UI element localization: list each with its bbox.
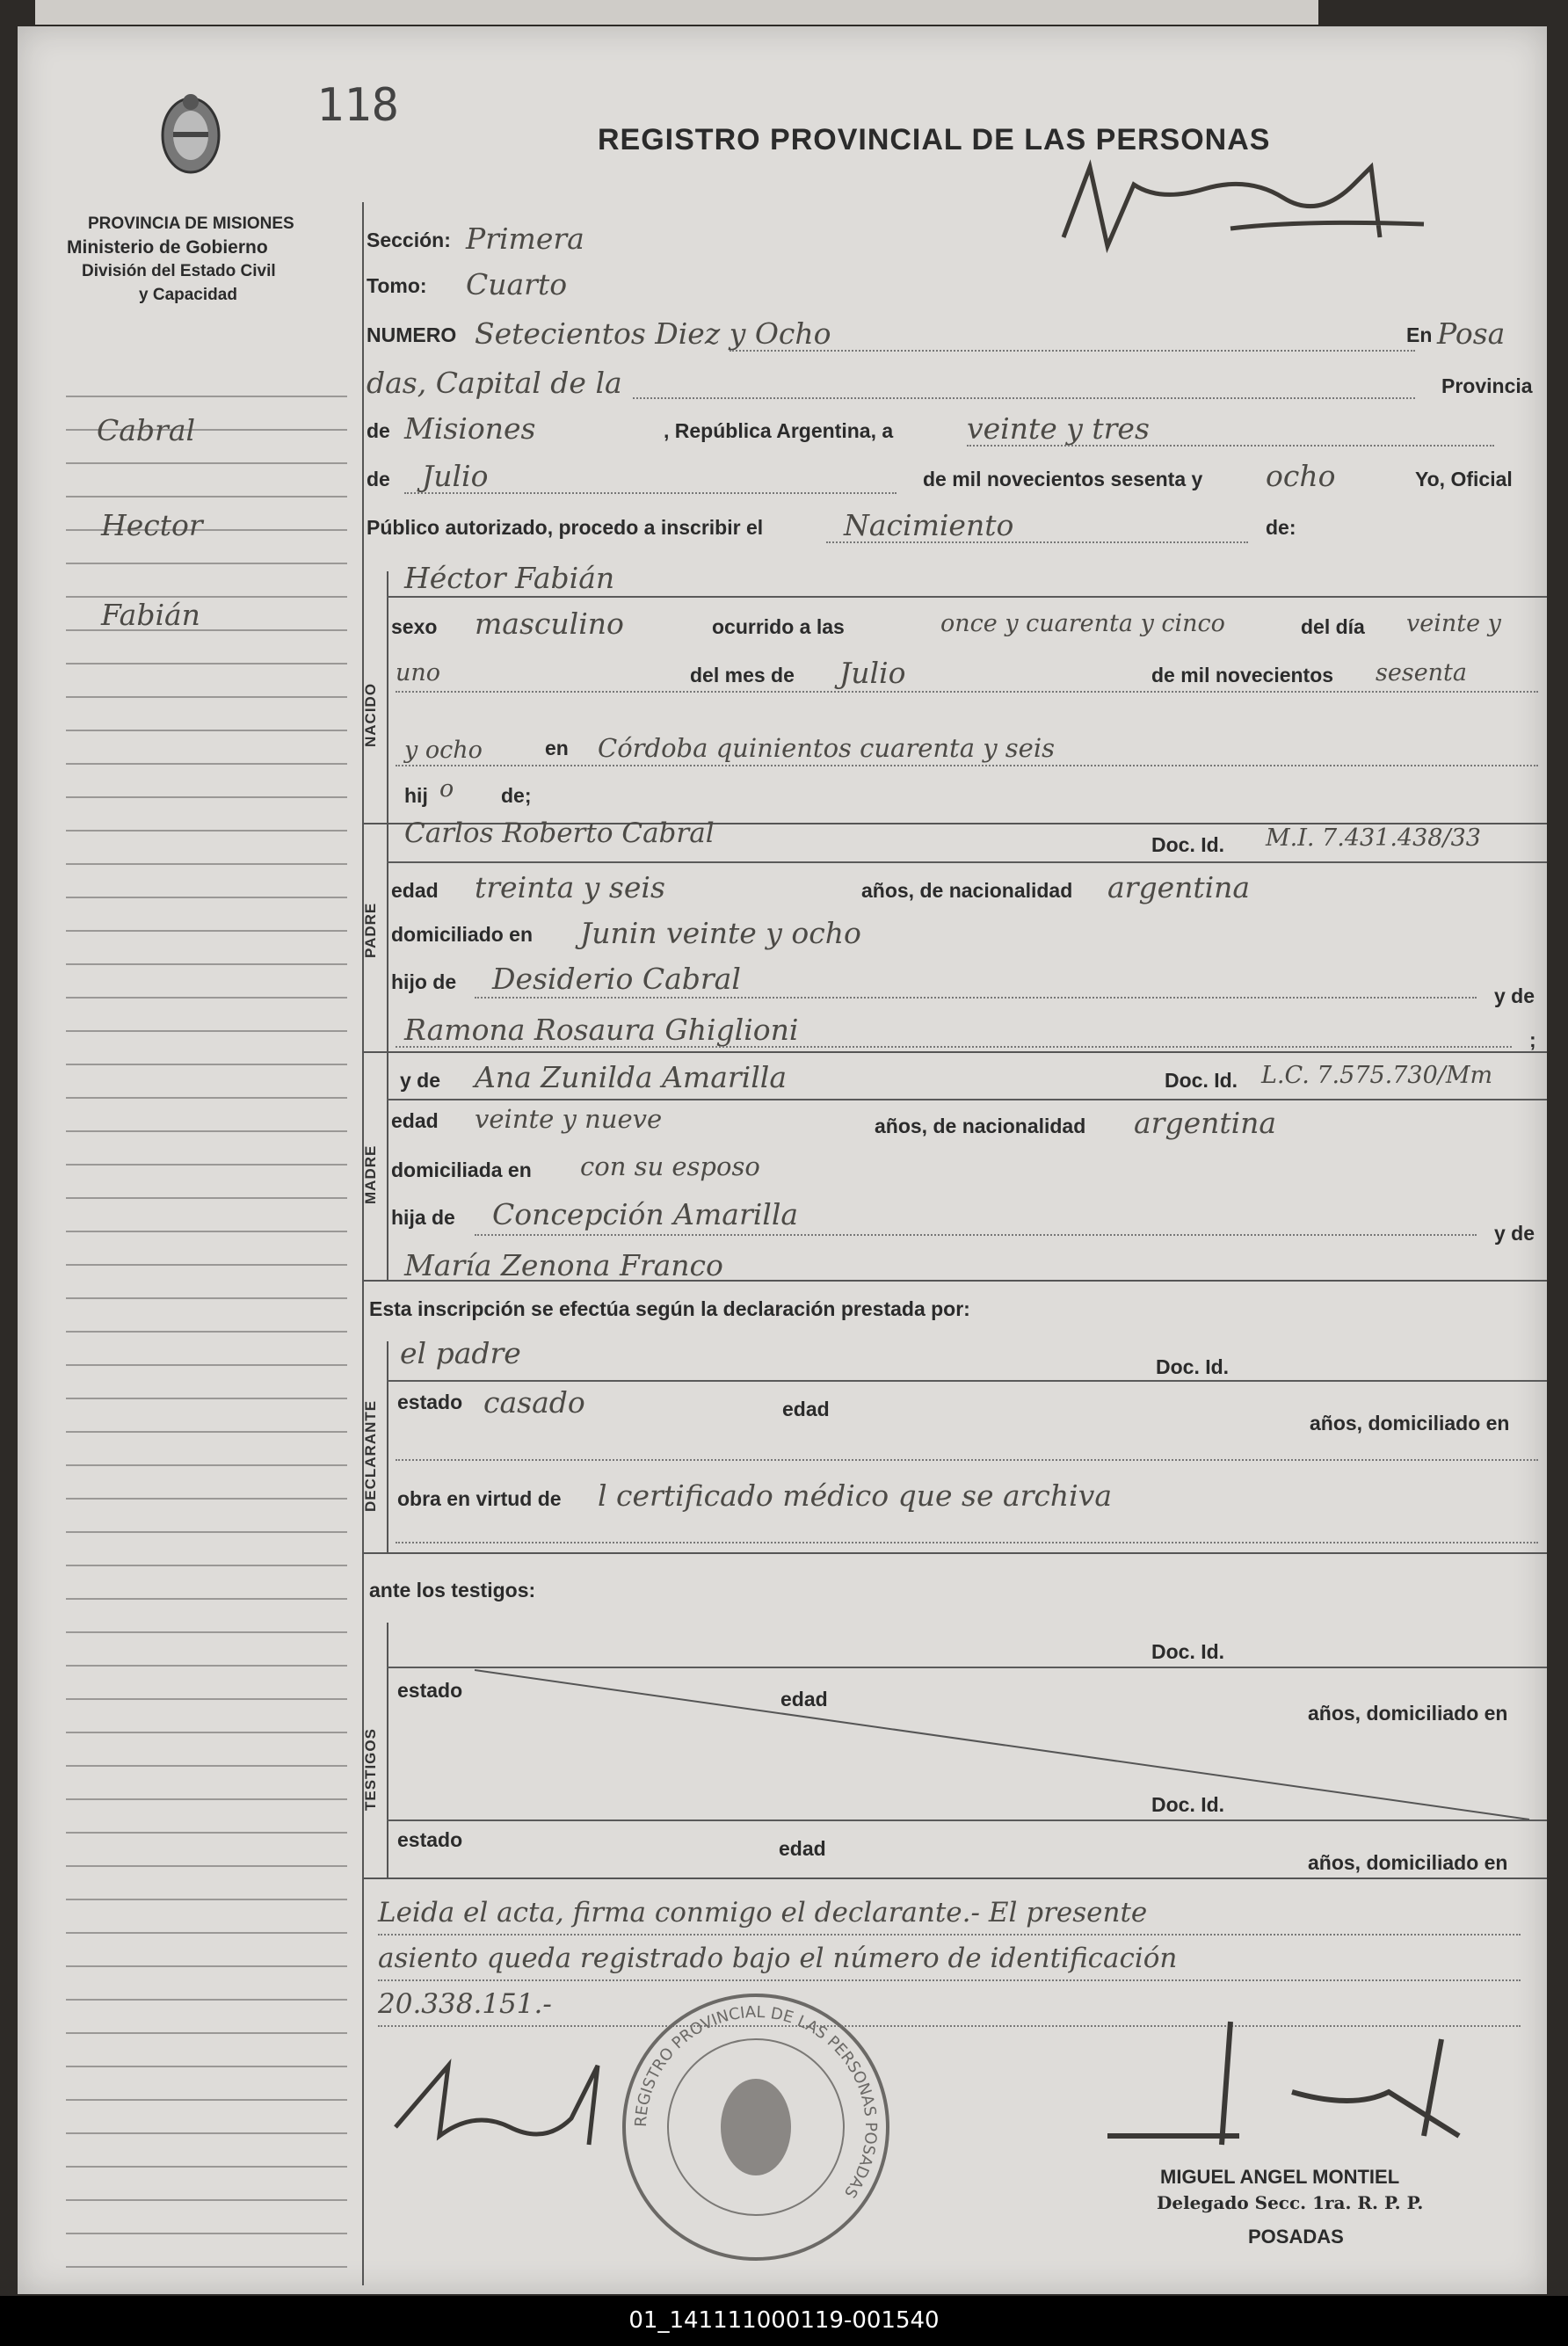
margin-rule-line bbox=[66, 563, 347, 564]
value-madre-dom: con su esposo bbox=[580, 1151, 760, 1181]
value-madre-edad: veinte y nueve bbox=[475, 1104, 663, 1134]
label-del-mes: del mes de bbox=[690, 664, 795, 686]
label-ocurrido: ocurrido a las bbox=[712, 615, 845, 638]
value-declarante: el padre bbox=[400, 1336, 521, 1370]
margin-rule-line bbox=[66, 2066, 347, 2067]
label-madre-y-de2: y de bbox=[1494, 1222, 1535, 1245]
side-label-testigos: TESTIGOS bbox=[362, 1728, 379, 1811]
declarant-signature bbox=[387, 2048, 668, 2154]
label-de-colon: de: bbox=[1266, 516, 1296, 539]
value-hijo-sufijo: o bbox=[439, 775, 454, 803]
value-padre-hijo-de: Desiderio Cabral bbox=[492, 962, 741, 996]
margin-rule-line bbox=[66, 897, 347, 898]
value-fecha-dia: veinte y tres bbox=[967, 411, 1150, 446]
margin-rule-line bbox=[66, 1197, 347, 1199]
label-sexo: sexo bbox=[391, 615, 438, 638]
agency-line2: Ministerio de Gobierno bbox=[67, 237, 268, 258]
label-de-mil: de mil novecientos sesenta y bbox=[923, 468, 1203, 490]
label-padre-dom: domiciliado en bbox=[391, 923, 534, 946]
closing-line2: asiento queda registrado bajo el número de identificación bbox=[378, 1943, 1178, 1974]
label-padre-doc: Doc. Id. bbox=[1151, 833, 1225, 856]
label-de-mil2: de mil novecientos bbox=[1151, 664, 1334, 686]
margin-rule-line bbox=[66, 997, 347, 999]
margin-rule-line bbox=[66, 1364, 347, 1366]
label-republica: , República Argentina, a bbox=[664, 419, 894, 442]
margin-rule-line bbox=[66, 1565, 347, 1566]
document-title: REGISTRO PROVINCIAL DE LAS PERSONAS bbox=[598, 123, 1271, 156]
value-padre-y-de: Ramona Rosaura Ghiglioni bbox=[404, 1013, 799, 1047]
label-tomo: Tomo: bbox=[367, 274, 427, 297]
side-label-padre: PADRE bbox=[362, 902, 379, 958]
label-padre-edad: edad bbox=[391, 879, 439, 902]
value-en: Posa bbox=[1437, 316, 1506, 351]
margin-rule-line bbox=[66, 1498, 347, 1500]
footer-id: 01_141111000119-001540 bbox=[0, 2296, 1568, 2346]
label-test1-doc: Doc. Id. bbox=[1151, 1640, 1225, 1663]
label-yo-oficial: Yo, Oficial bbox=[1415, 468, 1513, 490]
value-seccion: Primera bbox=[466, 222, 584, 256]
official-role: Delegado Secc. 1ra. R. P. P. bbox=[1157, 2192, 1424, 2213]
value-padre-edad: treinta y seis bbox=[475, 870, 665, 904]
declarant-signature-text: Flah bbox=[404, 2101, 407, 2102]
closing-line1: Leida el acta, firma conmigo el declarante.- El presente bbox=[378, 1897, 1148, 1928]
margin-rule-line bbox=[66, 763, 347, 765]
margin-rule-line bbox=[66, 1965, 347, 1967]
agency-line1: PROVINCIA DE MISIONES bbox=[88, 214, 294, 233]
official-signature-top bbox=[1055, 149, 1441, 255]
label-semicolon: ; bbox=[1529, 1028, 1536, 1051]
value-decl-estado: casado bbox=[483, 1385, 585, 1420]
value-hora: once y cuarenta y cinco bbox=[940, 610, 1225, 637]
margin-rule-line bbox=[66, 1331, 347, 1333]
value-numero: Setecientos Diez y Ocho bbox=[475, 316, 831, 351]
margin-rule-line bbox=[66, 1464, 347, 1466]
margin-first-name: Hector bbox=[101, 508, 203, 542]
seal-text: REGISTRO PROVINCIAL DE LAS PERSONAS POSADAS bbox=[631, 2002, 881, 2202]
official-name: MIGUEL ANGEL MONTIEL bbox=[1160, 2166, 1400, 2188]
label-test2-edad: edad bbox=[779, 1837, 826, 1860]
value-city: das, Capital de la bbox=[367, 366, 622, 400]
margin-rule-line bbox=[66, 1531, 347, 1533]
margin-rule-line bbox=[66, 863, 347, 865]
label-madre-doc: Doc. Id. bbox=[1165, 1069, 1238, 1092]
margin-rule-line bbox=[66, 930, 347, 932]
margin-rule-line bbox=[66, 462, 347, 464]
value-anio-a: sesenta bbox=[1376, 659, 1468, 686]
value-padre-nac: argentina bbox=[1107, 870, 1251, 904]
margin-rule-line bbox=[66, 730, 347, 731]
margin-rule-line bbox=[66, 1231, 347, 1232]
label-madre-hija-de: hija de bbox=[391, 1206, 455, 1229]
label-seccion: Sección: bbox=[367, 229, 451, 251]
label-test2-doc: Doc. Id. bbox=[1151, 1793, 1225, 1816]
value-fecha-mes: Julio bbox=[422, 459, 489, 493]
margin-rule-line bbox=[66, 1798, 347, 1800]
margin-rule-line bbox=[66, 1097, 347, 1099]
margin-rule-line bbox=[66, 1631, 347, 1633]
margin-rule-line bbox=[66, 1932, 347, 1934]
label-obra: obra en virtud de bbox=[397, 1487, 562, 1510]
margin-rule-line bbox=[66, 1999, 347, 2001]
value-nombre: Héctor Fabián bbox=[404, 561, 615, 595]
label-de: de bbox=[367, 419, 390, 442]
margin-rule-line bbox=[66, 2199, 347, 2201]
margin-rule-line bbox=[66, 1130, 347, 1132]
label-del-dia: del día bbox=[1301, 615, 1365, 638]
value-madre-nac: argentina bbox=[1134, 1106, 1277, 1140]
margin-rule-line bbox=[66, 663, 347, 665]
document-page bbox=[18, 26, 1547, 2294]
value-padre-dom: Junin veinte y ocho bbox=[580, 916, 861, 950]
margin-rule-line bbox=[66, 1865, 347, 1867]
value-lugar: Córdoba quinientos cuarenta y seis bbox=[598, 733, 1056, 763]
margin-rule-line bbox=[66, 2166, 347, 2168]
official-signature bbox=[1090, 2004, 1494, 2162]
value-mes: Julio bbox=[839, 656, 906, 690]
label-hijo: hij bbox=[404, 784, 428, 807]
label-ante: ante los testigos: bbox=[369, 1579, 536, 1602]
label-test1-edad: edad bbox=[780, 1688, 828, 1710]
label-test2-estado: estado bbox=[397, 1828, 463, 1851]
value-padre-doc: M.I. 7.431.438/33 bbox=[1266, 824, 1481, 852]
label-madre-nac: años, de nacionalidad bbox=[875, 1115, 1086, 1137]
margin-rule-line bbox=[66, 1431, 347, 1433]
value-madre-doc: L.C. 7.575.730/Mm bbox=[1261, 1062, 1493, 1089]
agency-line4: y Capacidad bbox=[139, 286, 237, 304]
value-anio-b: y ocho bbox=[404, 737, 483, 764]
margin-rule-line bbox=[66, 1598, 347, 1600]
margin-middle-name: Fabián bbox=[101, 598, 200, 632]
testigos-strikethrough bbox=[475, 1652, 1547, 1828]
label-decl-doc: Doc. Id. bbox=[1156, 1355, 1230, 1378]
value-provincia: Misiones bbox=[404, 411, 536, 446]
value-anio: ocho bbox=[1266, 459, 1336, 493]
margin-rule-line bbox=[66, 2233, 347, 2234]
label-decl-estado: estado bbox=[397, 1391, 463, 1413]
label-en: En bbox=[1406, 323, 1433, 346]
value-acto: Nacimiento bbox=[844, 508, 1014, 542]
value-padre-nombre: Carlos Roberto Cabral bbox=[404, 817, 715, 849]
value-dia-b: uno bbox=[396, 659, 441, 686]
closing-line3: 20.338.151.- bbox=[378, 1988, 552, 2020]
side-label-nacido: NACIDO bbox=[362, 682, 379, 747]
value-madre-y-de: María Zenona Franco bbox=[404, 1248, 723, 1282]
margin-rule-line bbox=[66, 796, 347, 798]
coat-of-arms-icon bbox=[158, 91, 224, 179]
value-madre-hija-de: Concepción Amarilla bbox=[492, 1197, 799, 1231]
margin-rule-line bbox=[66, 1765, 347, 1767]
label-decl-dom: años, domiciliado en bbox=[1310, 1412, 1510, 1434]
label-madre-y-de: y de bbox=[400, 1069, 441, 1092]
label-de2: de bbox=[367, 468, 390, 490]
label-de-semi: de; bbox=[501, 784, 532, 807]
margin-rule-line bbox=[66, 1698, 347, 1700]
label-madre-edad: edad bbox=[391, 1109, 439, 1132]
value-obra: l certificado médico que se archiva bbox=[598, 1478, 1113, 1513]
label-en2: en bbox=[545, 737, 569, 759]
margin-rule-line bbox=[66, 1030, 347, 1032]
label-test1-estado: estado bbox=[397, 1679, 463, 1702]
value-tomo: Cuarto bbox=[466, 267, 568, 301]
label-padre-nac: años, de nacionalidad bbox=[861, 879, 1073, 902]
value-sexo: masculino bbox=[475, 606, 624, 641]
label-padre-y-de: y de bbox=[1494, 984, 1535, 1007]
label-decl-edad: edad bbox=[782, 1398, 830, 1420]
margin-rule-line bbox=[66, 2132, 347, 2134]
page-edge bbox=[35, 0, 1318, 25]
margin-rule-line bbox=[66, 1064, 347, 1065]
margin-rule-line bbox=[66, 396, 347, 397]
page-number: 118 bbox=[316, 79, 399, 132]
label-inscripcion: Esta inscripción se efectúa según la declaración prestada por: bbox=[369, 1297, 970, 1320]
margin-rule-line bbox=[66, 1832, 347, 1834]
label-test2-dom: años, domiciliado en bbox=[1308, 1851, 1508, 1874]
value-madre-nombre: Ana Zunilda Amarilla bbox=[475, 1060, 787, 1094]
margin-rule-line bbox=[66, 1398, 347, 1399]
margin-rule-line bbox=[66, 830, 347, 832]
margin-rule-line bbox=[66, 2032, 347, 2034]
label-provincia: Provincia bbox=[1441, 374, 1533, 397]
agency-line3: División del Estado Civil bbox=[82, 262, 276, 280]
margin-rule-line bbox=[66, 1164, 347, 1166]
label-numero: NUMERO bbox=[367, 323, 457, 346]
margin-rule-line bbox=[66, 496, 347, 498]
label-madre-dom: domiciliada en bbox=[391, 1158, 532, 1181]
label-padre-hijo-de: hijo de bbox=[391, 970, 457, 993]
margin-rule-line bbox=[66, 2099, 347, 2101]
margin-rule-line bbox=[66, 696, 347, 698]
label-test1-dom: años, domiciliado en bbox=[1308, 1702, 1508, 1725]
signature-top-text bbox=[1107, 193, 1110, 194]
margin-rule-line bbox=[66, 963, 347, 965]
margin-surname: Cabral bbox=[97, 413, 196, 447]
main-divider bbox=[362, 202, 364, 2285]
official-city: POSADAS bbox=[1248, 2226, 1344, 2248]
side-label-madre: MADRE bbox=[362, 1144, 379, 1204]
side-label-declarante: DECLARANTE bbox=[362, 1399, 379, 1512]
margin-rule-line bbox=[66, 2266, 347, 2268]
margin-rule-line bbox=[66, 1899, 347, 1900]
label-publico: Público autorizado, procedo a inscribir el bbox=[367, 516, 764, 539]
margin-rule-line bbox=[66, 1297, 347, 1299]
value-dia-a: veinte y bbox=[1406, 610, 1501, 637]
margin-rule-line bbox=[66, 1264, 347, 1266]
margin-rule-line bbox=[66, 1732, 347, 1733]
margin-rule-line bbox=[66, 1665, 347, 1667]
